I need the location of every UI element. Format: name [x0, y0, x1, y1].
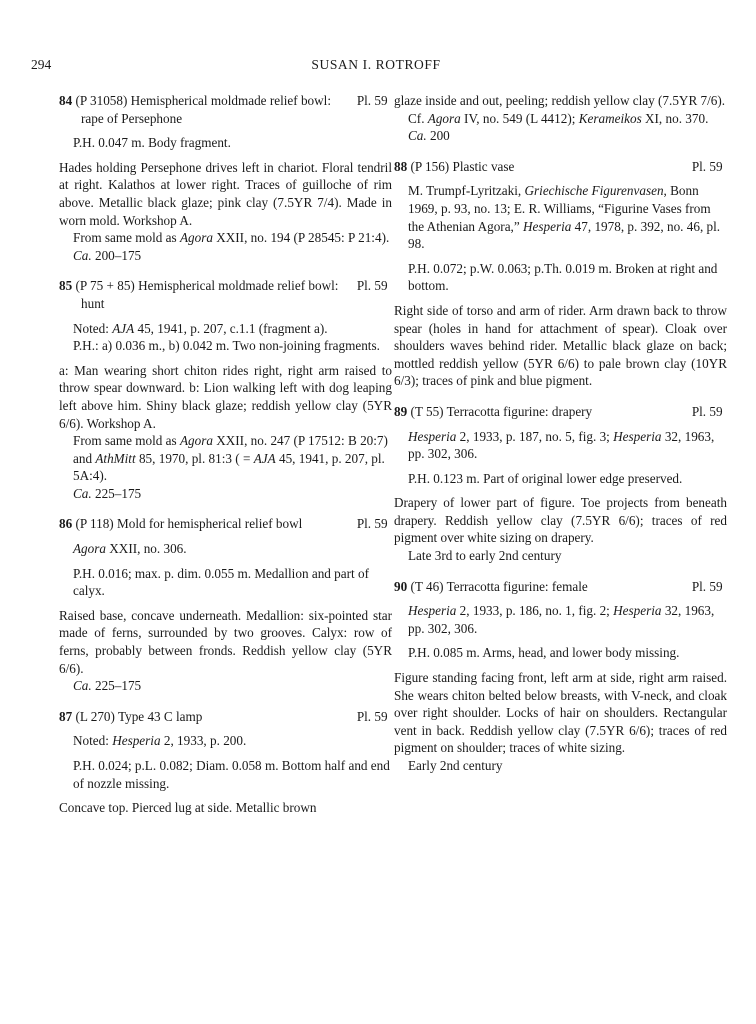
entry-date: Late 3rd to early 2nd century — [408, 548, 562, 564]
entry-title: (P 156) Plastic vase — [410, 158, 515, 174]
running-head: SUSAN I. ROTROFF — [311, 57, 441, 72]
page-header — [31, 57, 721, 79]
entry-description: Right side of torso and arm of rider. Arm drawn back to throw spear (holes in hand for attachment of spear). Cloak over shoulders waves behind rider. Metallic black glaze on back; mottled reddish yellow (5YR 6/6) to pale brown clay (10YR 6/3); traces of pink and blue pigment. — [394, 302, 727, 389]
plate-reference: Pl. 59 — [356, 278, 388, 294]
right-column — [394, 92, 727, 788]
entry-heading — [394, 158, 727, 176]
entry-dimensions: P.H.: a) 0.036 m., b) 0.042 m. Two non-joining fragments. — [73, 338, 380, 354]
entry-heading — [59, 708, 392, 726]
entry-title: (P 75 + 85) Hemispherical moldmade relief bowl: hunt — [75, 278, 339, 311]
entry-number: 85 — [59, 278, 73, 294]
entry-heading — [59, 515, 392, 533]
left-column — [59, 92, 392, 830]
entry-date: Early 2nd century — [408, 758, 503, 773]
entry-heading — [59, 277, 392, 312]
catalogue-entry-86 — [59, 515, 392, 694]
entry-title: (T 46) Terracotta figurine: female — [410, 578, 588, 594]
entry-reference: Hesperia 2, 1933, p. 186, no. 1, fig. 2; Hesperia 32, 1963, pp. 302, 306. — [408, 603, 715, 636]
entry-dimensions: P.H. 0.085 m. Arms, head, and lower body missing. — [408, 645, 680, 661]
entry-title: (P 118) Mold for hemispherical relief bowl — [75, 516, 303, 532]
entry-description: Drapery of lower part of figure. Toe projects from beneath drapery. Reddish yellow clay (7.5YR 6/6); traces of red pigment over white sizing on drapery. — [394, 495, 727, 546]
entry-description: Concave top. Pierced lug at side. Metallic brown — [59, 800, 317, 816]
catalogue-entry-88 — [394, 158, 727, 390]
entry-description: Figure standing facing front, left arm at side, right arm raised. She wears chiton belted below breasts, with V-neck, and cloak over right shoulder. Locks of hair on shoulders. Rectangular vent in back. Reddish yellow clay (7.5YR 6/6); traces of red pigment on shoulder; traces of white sizing. — [394, 670, 727, 756]
plate-reference: Pl. 59 — [691, 403, 723, 419]
entry-number: 86 — [59, 516, 73, 532]
entry-title: (T 55) Terracotta figurine: drapery — [410, 403, 593, 419]
entry-noted: Noted: Hesperia 2, 1933, p. 200. — [73, 733, 247, 749]
entry-description-continued: glaze inside and out, peeling; reddish yellow clay (7.5YR 7/6). — [394, 93, 726, 108]
catalogue-entry-85 — [59, 277, 392, 502]
entry-reference: M. Trumpf-Lyritzaki, Griechische Figurenvasen, Bonn 1969, p. 93, no. 13; E. R. Williams, “Figurine Vases from the Athenian Agora,” Hesperia 47, 1978, p. 392, no. 46, pl. 98. — [408, 183, 721, 252]
entry-dimensions: P.H. 0.123 m. Part of original lower edge preserved. — [408, 470, 683, 486]
entry-heading — [59, 92, 392, 127]
entry-reference: Agora XXII, no. 306. — [73, 541, 187, 557]
plate-reference: Pl. 59 — [356, 708, 388, 724]
entry-noted: Noted: AJA 45, 1941, p. 207, c.1.1 (fragment a). — [73, 320, 328, 336]
entry-title: (P 31058) Hemispherical moldmade relief bowl: rape of Persephone — [75, 93, 331, 126]
catalogue-entry-89 — [394, 403, 727, 565]
entry-reference: Cf. Agora IV, no. 549 (L 4412); Kerameikos XI, no. 370. — [408, 110, 709, 126]
entry-description: a: Man wearing short chiton rides right, right arm raised to throw spear downward. b: Lion walking left with dog leaping left above him. Shiny black glaze; reddish yellow clay (5YR 6/6). Workshop A. — [59, 362, 392, 431]
entry-reference: From same mold as Agora XXII, no. 194 (P 28545: P 21:4). — [73, 230, 390, 246]
entry-dimensions: P.H. 0.016; max. p. dim. 0.055 m. Medallion and part of calyx. — [73, 565, 369, 599]
plate-reference: Pl. 59 — [691, 578, 723, 594]
entry-dimensions: P.H. 0.024; p.L. 0.082; Diam. 0.058 m. Bottom half and end of nozzle missing. — [73, 758, 390, 791]
entry-title: (L 270) Type 43 C lamp — [75, 708, 203, 724]
entry-heading — [394, 403, 727, 421]
entry-description: Raised base, concave underneath. Medallion: six-pointed star made of ferns, surrounded by two grooves. Calyx: row of ferns, probably between fronds. Reddish yellow clay (5YR 6/6). — [59, 607, 392, 676]
plate-reference: Pl. 59 — [356, 516, 388, 532]
catalogue-entry-84 — [59, 92, 392, 264]
entry-number: 84 — [59, 93, 73, 108]
entry-number: 90 — [394, 578, 408, 594]
entry-reference: Hesperia 2, 1933, p. 187, no. 5, fig. 3; Hesperia 32, 1963, pp. 302, 306. — [408, 428, 715, 462]
entry-date: Ca. 200 — [408, 128, 450, 144]
catalogue-entry-87 — [59, 708, 392, 817]
entry-number: 87 — [59, 708, 73, 724]
entry-heading — [394, 578, 727, 596]
catalogue-entry-87-continued — [394, 92, 727, 145]
entry-date: Ca. 225–175 — [73, 485, 142, 501]
entry-dimensions: P.H. 0.047 m. Body fragment. — [73, 135, 231, 151]
entry-date: Ca. 225–175 — [73, 678, 142, 694]
entry-date: Ca. 200–175 — [73, 247, 142, 263]
entry-number: 89 — [394, 403, 408, 419]
entry-number: 88 — [394, 158, 408, 174]
page-number: 294 — [31, 57, 52, 72]
entry-description: Hades holding Persephone drives left in chariot. Floral tendril at right. Kalathos at lower right. Traces of guilloche of rim above. Metallic black glaze; pink clay (7.5YR 7/4). Made in worn mold. Workshop A. — [59, 159, 392, 228]
plate-reference: Pl. 59 — [691, 158, 723, 174]
plate-reference: Pl. 59 — [356, 93, 388, 108]
entry-dimensions: P.H. 0.072; p.W. 0.063; p.Th. 0.019 m. Broken at right and bottom. — [408, 260, 718, 294]
catalogue-entry-90 — [394, 578, 727, 775]
entry-reference: From same mold as Agora XXII, no. 247 (P 17512: B 20:7) and AthMitt 85, 1970, pl. 81:3 ( = AJA 45, 1941, p. 207, pl. 5A:4). — [73, 433, 388, 484]
